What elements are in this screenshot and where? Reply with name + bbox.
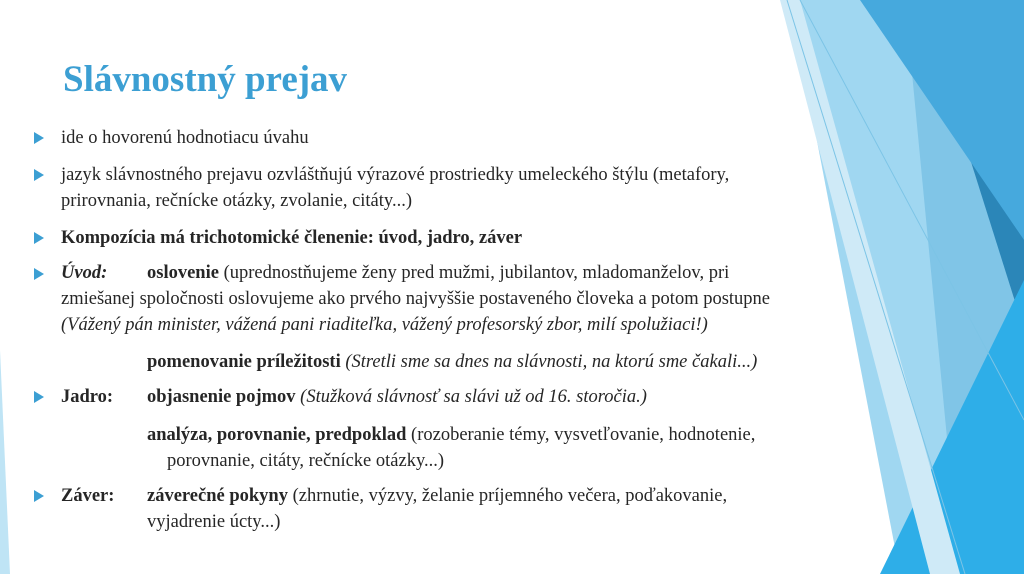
bullet-arrow-icon bbox=[34, 490, 44, 502]
slide-title: Slávnostný prejav bbox=[63, 59, 348, 100]
bullet-arrow-icon bbox=[34, 391, 44, 403]
zaver-line-2: vyjadrenie úcty...) bbox=[147, 512, 281, 532]
uvod-sub-example: (Stretli sme sa dnes na slávnosti, na ktorú sme čakali...) bbox=[340, 352, 758, 372]
bullet-3-text: Kompozícia má trichotomické členenie: úvod, jadro, záver bbox=[61, 228, 523, 248]
bullet-arrow-icon bbox=[34, 169, 44, 181]
jadro-sub-text: (rozoberanie témy, vysvetľovanie, hodnotenie, bbox=[406, 425, 756, 445]
jadro-subpoint-line-2: porovnanie, citáty, rečnícke otázky...) bbox=[167, 451, 445, 471]
uvod-term: oslovenie bbox=[147, 263, 219, 283]
jadro-label: Jadro: bbox=[61, 387, 114, 407]
jadro-subpoint-line-1 bbox=[147, 424, 755, 446]
zaver-text: (zhrnutie, výzvy, želanie príjemného večera, poďakovanie, bbox=[287, 486, 728, 506]
bullet-2-line-2: prirovnania, rečnícke otázky, zvolanie, citáty...) bbox=[61, 191, 412, 211]
uvod-subpoint bbox=[147, 351, 757, 373]
jadro-example: (Stužková slávnosť sa slávi už od 16. storočia.) bbox=[295, 387, 647, 407]
bullet-arrow-icon bbox=[34, 132, 44, 144]
bullet-arrow-icon bbox=[34, 232, 44, 244]
bullet-1-text: ide o hovorenú hodnotiacu úvahu bbox=[61, 128, 309, 148]
bullet-arrow-icon bbox=[34, 268, 44, 280]
jadro-sub-term: analýza, porovnanie, predpoklad bbox=[147, 425, 407, 445]
uvod-line-2: zmiešanej spoločnosti oslovujeme ako prvého najvyššie postaveného človeka a potom postupne bbox=[61, 289, 771, 309]
jadro-term: objasnenie pojmov bbox=[147, 387, 296, 407]
zaver-line-1 bbox=[147, 485, 727, 507]
uvod-label: Úvod: bbox=[61, 263, 108, 283]
uvod-text: (uprednostňujeme ženy pred mužmi, jubilantov, mladomanželov, pri bbox=[218, 263, 730, 283]
uvod-sub-term: pomenovanie príležitosti bbox=[147, 352, 341, 372]
uvod-line-1 bbox=[147, 262, 729, 284]
zaver-term: záverečné pokyny bbox=[147, 486, 288, 506]
jadro-line-1 bbox=[147, 386, 647, 408]
uvod-line-3: (Vážený pán minister, vážená pani riaditeľka, vážený profesorský zbor, milí spolužiaci!) bbox=[61, 315, 708, 335]
zaver-label: Záver: bbox=[61, 486, 115, 506]
bullet-2-line-1: jazyk slávnostného prejavu ozvláštňujú výrazové prostriedky umeleckého štýlu (metafory, bbox=[61, 165, 730, 185]
